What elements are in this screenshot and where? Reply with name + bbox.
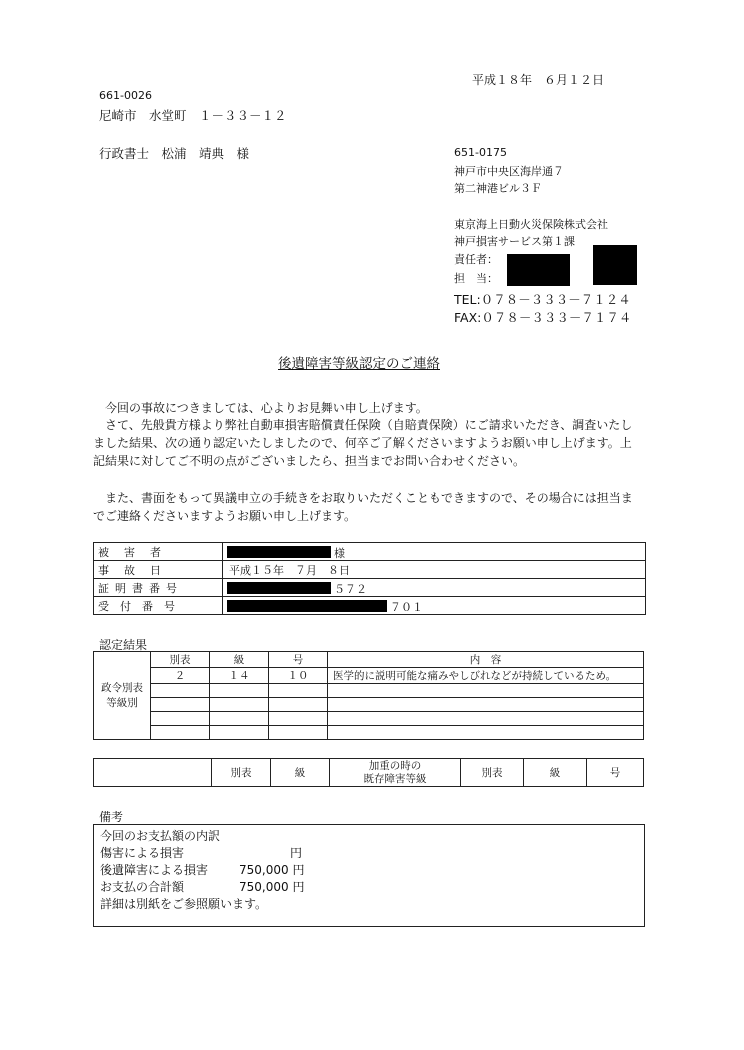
disability-amount: 750,000 円: [239, 863, 305, 877]
col-header-content: 内 容: [328, 652, 644, 668]
sender-address-1: 神戸市中央区海岸通７: [454, 165, 564, 178]
result-row-empty: [94, 712, 644, 726]
aggravation-existing-line-2: 既存障害等級: [363, 772, 427, 785]
sender-zip: 651-0175: [454, 146, 507, 159]
injury-amount: 円: [290, 846, 303, 860]
manager-label: 責任者：: [454, 253, 498, 266]
aggravation-col-grade: 級: [271, 759, 330, 787]
remarks-heading: 備考: [99, 810, 124, 824]
redacted-certificate-number: [227, 582, 331, 594]
receipt-suffix: ７０１: [390, 601, 423, 614]
aggravation-blank: [94, 759, 212, 787]
victim-row: [94, 543, 646, 561]
sender-fax: FAX:０７８－３３３－７１７４: [454, 310, 632, 325]
result-row-label: 政令別表 等級別: [94, 652, 151, 740]
result-content-value: 医学的に説明可能な痛みやしびれなどが持続しているため。: [328, 668, 644, 684]
total-label: お支払の合計額: [100, 880, 185, 894]
recipient-name: 行政書士 松浦 靖典 様: [99, 146, 250, 161]
certificate-cell: [223, 579, 646, 597]
disability-label: 後遺障害による損害: [100, 863, 209, 877]
accident-date: 平成１５年 ７月 ８日: [223, 561, 646, 579]
issue-date: 平成１８年 ６月１２日: [472, 73, 605, 87]
remarks-breakdown-title: 今回のお支払額の内訳: [100, 829, 221, 843]
victim-suffix: 様: [334, 547, 345, 560]
victim-cell: [223, 543, 646, 561]
aggravation-col-table: 別表: [212, 759, 271, 787]
paragraph-3: また、書面をもって異議申立の手続きをお取りいただくこともできますので、その場合には担当までご連絡くださいますようお願い申し上げます。: [93, 491, 633, 523]
result-row-empty: [94, 698, 644, 712]
receipt-label: 受付番号: [94, 597, 223, 615]
result-heading: 認定結果: [99, 638, 148, 652]
receipt-cell: [223, 597, 646, 615]
aggravation-table: [93, 758, 644, 787]
sender-department: 神戸損害サービス第１課: [454, 235, 575, 248]
claim-info-table: [93, 542, 646, 615]
certificate-label: 証明書番号: [94, 579, 223, 597]
result-row-empty: [94, 684, 644, 698]
victim-label: 被害者: [94, 543, 223, 561]
recipient-address: 尼崎市 水堂町 １－３３－１２: [99, 108, 287, 123]
col-header-grade: 級: [210, 652, 269, 668]
aggravation-existing-header: [330, 759, 461, 787]
total-amount: 750,000 円: [239, 880, 305, 894]
result-grade-value: １４: [210, 668, 269, 684]
result-row-empty: [94, 726, 644, 740]
result-row: [94, 668, 644, 684]
result-table: [93, 651, 644, 740]
certificate-suffix: ５７２: [334, 583, 367, 596]
sender-tel: TEL:０７８－３３３－７１２４: [454, 292, 631, 307]
sender-address-2: 第二神港ビル３Ｆ: [454, 182, 542, 195]
remarks-footer: 詳細は別紙をご参照願います。: [100, 897, 268, 911]
result-table-value: ２: [151, 668, 210, 684]
accident-date-row: [94, 561, 646, 579]
redacted-victim-name: [227, 546, 331, 558]
staff-label: 担 当：: [454, 272, 498, 285]
receipt-row: [94, 597, 646, 615]
aggravation-col-table-2: 別表: [461, 759, 524, 787]
document-title: 後遺障害等級認定のご連絡: [278, 356, 440, 372]
redacted-staff-name: [507, 254, 570, 286]
col-header-number: 号: [269, 652, 328, 668]
paragraph-1: 今回の事故につきましては、心よりお見舞い申し上げます。: [105, 401, 428, 415]
aggravation-col-number: 号: [587, 759, 644, 787]
accident-date-label: 事故日: [94, 561, 223, 579]
aggravation-existing-line-1: 加重の時の: [368, 759, 422, 772]
remarks-box: [93, 824, 645, 927]
result-number-value: １０: [269, 668, 328, 684]
col-header-table: 別表: [151, 652, 210, 668]
redacted-receipt-number: [227, 600, 387, 612]
redacted-stamp: [593, 245, 637, 285]
injury-label: 傷害による損害: [100, 846, 185, 860]
certificate-row: [94, 579, 646, 597]
paragraph-2: さて、先般貴方様より弊社自動車損害賠償責任保険（自賠責保険）にご請求いただき、調査いたしました結果、次の通り認定いたしましたので、何卒ご了解くださいますようお願い申し上げます。上記結果に対してご不明の点がございましたら、担当までお問い合わせください。: [93, 418, 633, 468]
sender-company: 東京海上日動火災保険株式会社: [454, 218, 608, 231]
aggravation-col-grade-2: 級: [524, 759, 587, 787]
recipient-zip: 661-0026: [99, 89, 152, 102]
